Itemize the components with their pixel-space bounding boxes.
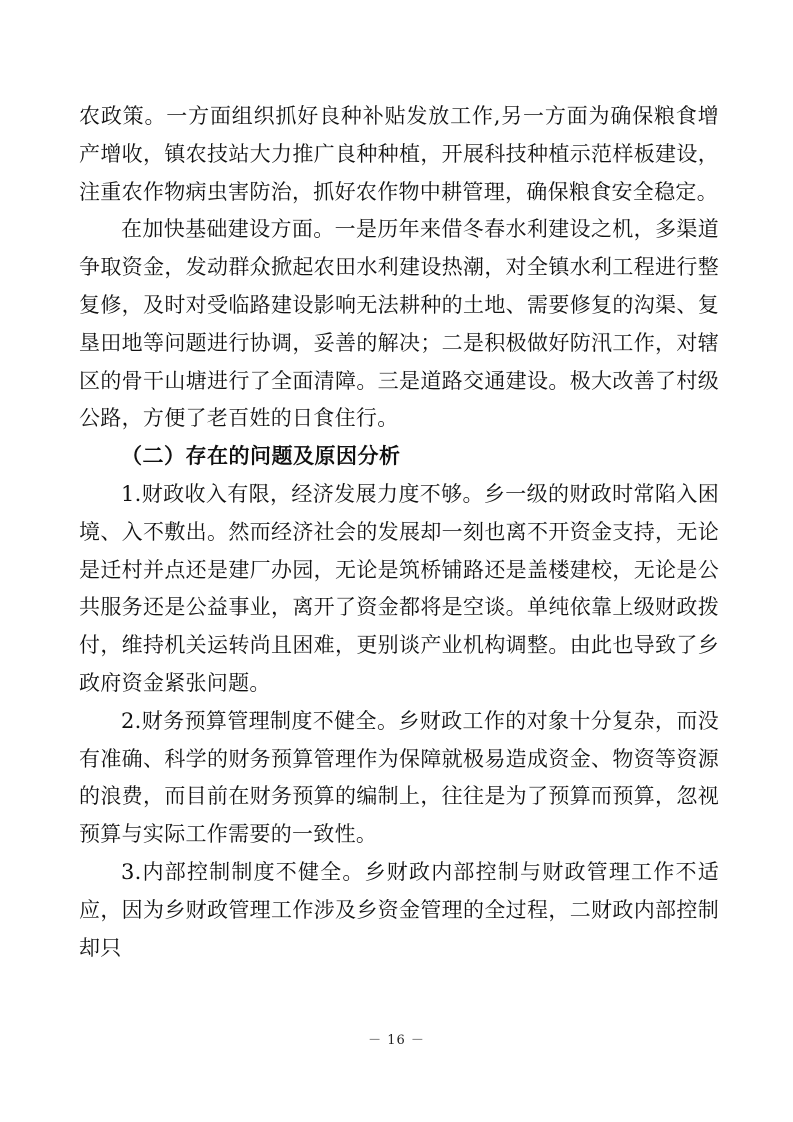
paragraph-internal-control: 3.内部控制制度不健全。乡财政内部控制与财政管理工作不适应，因为乡财政管理工作涉及乡资金管理的全过程，二财政内部控制却只 — [79, 859, 719, 960]
page-content — [79, 98, 719, 967]
paragraph-policy-continuation: 农政策。一方面组织抓好良种补贴发放工作,另一方面为确保粮食增产增收，镇农技站大力推广良种种植，开展科技种植示范样板建设，注重农作物病虫害防治，抓好农作物中耕管理，确保粮食安全稳定。 — [79, 104, 719, 204]
paragraph-infrastructure: 在加快基础建设方面。一是历年来借冬春水利建设之机，多渠道争取资金，发动群众掀起农田水利建设热潮，对全镇水利工程进行整复修，及时对受临路建设影响无法耕种的土地、需要修复的沟渠、复垦田地等问题进行协调，妥善的解决；二是积极做好防汛工作，对辖区的骨干山塘进行了全面清障。三是道路交通建设。极大改善了村级公路，方便了老百姓的日食住行。 — [79, 217, 719, 431]
page-number: － 16 － — [368, 1033, 425, 1048]
paragraph-fiscal-revenue: 1.财政收入有限，经济发展力度不够。乡一级的财政时常陷入困境、入不敷出。然而经济社会的发展却一刻也离不开资金支持，无论是迁村并点还是建厂办园，无论是筑桥铺路还是盖楼建校，无论是公共服务还是公益事业，离开了资金都将是空谈。单纯依靠上级财政拨付，维持机关运转尚且困难，更别谈产业机构调整。由此也导致了乡政府资金紧张问题。 — [79, 481, 719, 695]
section-heading: （二）存在的问题及原因分析 — [121, 444, 401, 469]
paragraph-budget-management: 2.财务预算管理制度不健全。乡财政工作的对象十分复杂，而没有准确、科学的财务预算管理作为保障就极易造成资金、物资等资源的浪费，而目前在财务预算的编制上，往往是为了预算而预算，忽视预算与实际工作需要的一致性。 — [79, 708, 719, 847]
